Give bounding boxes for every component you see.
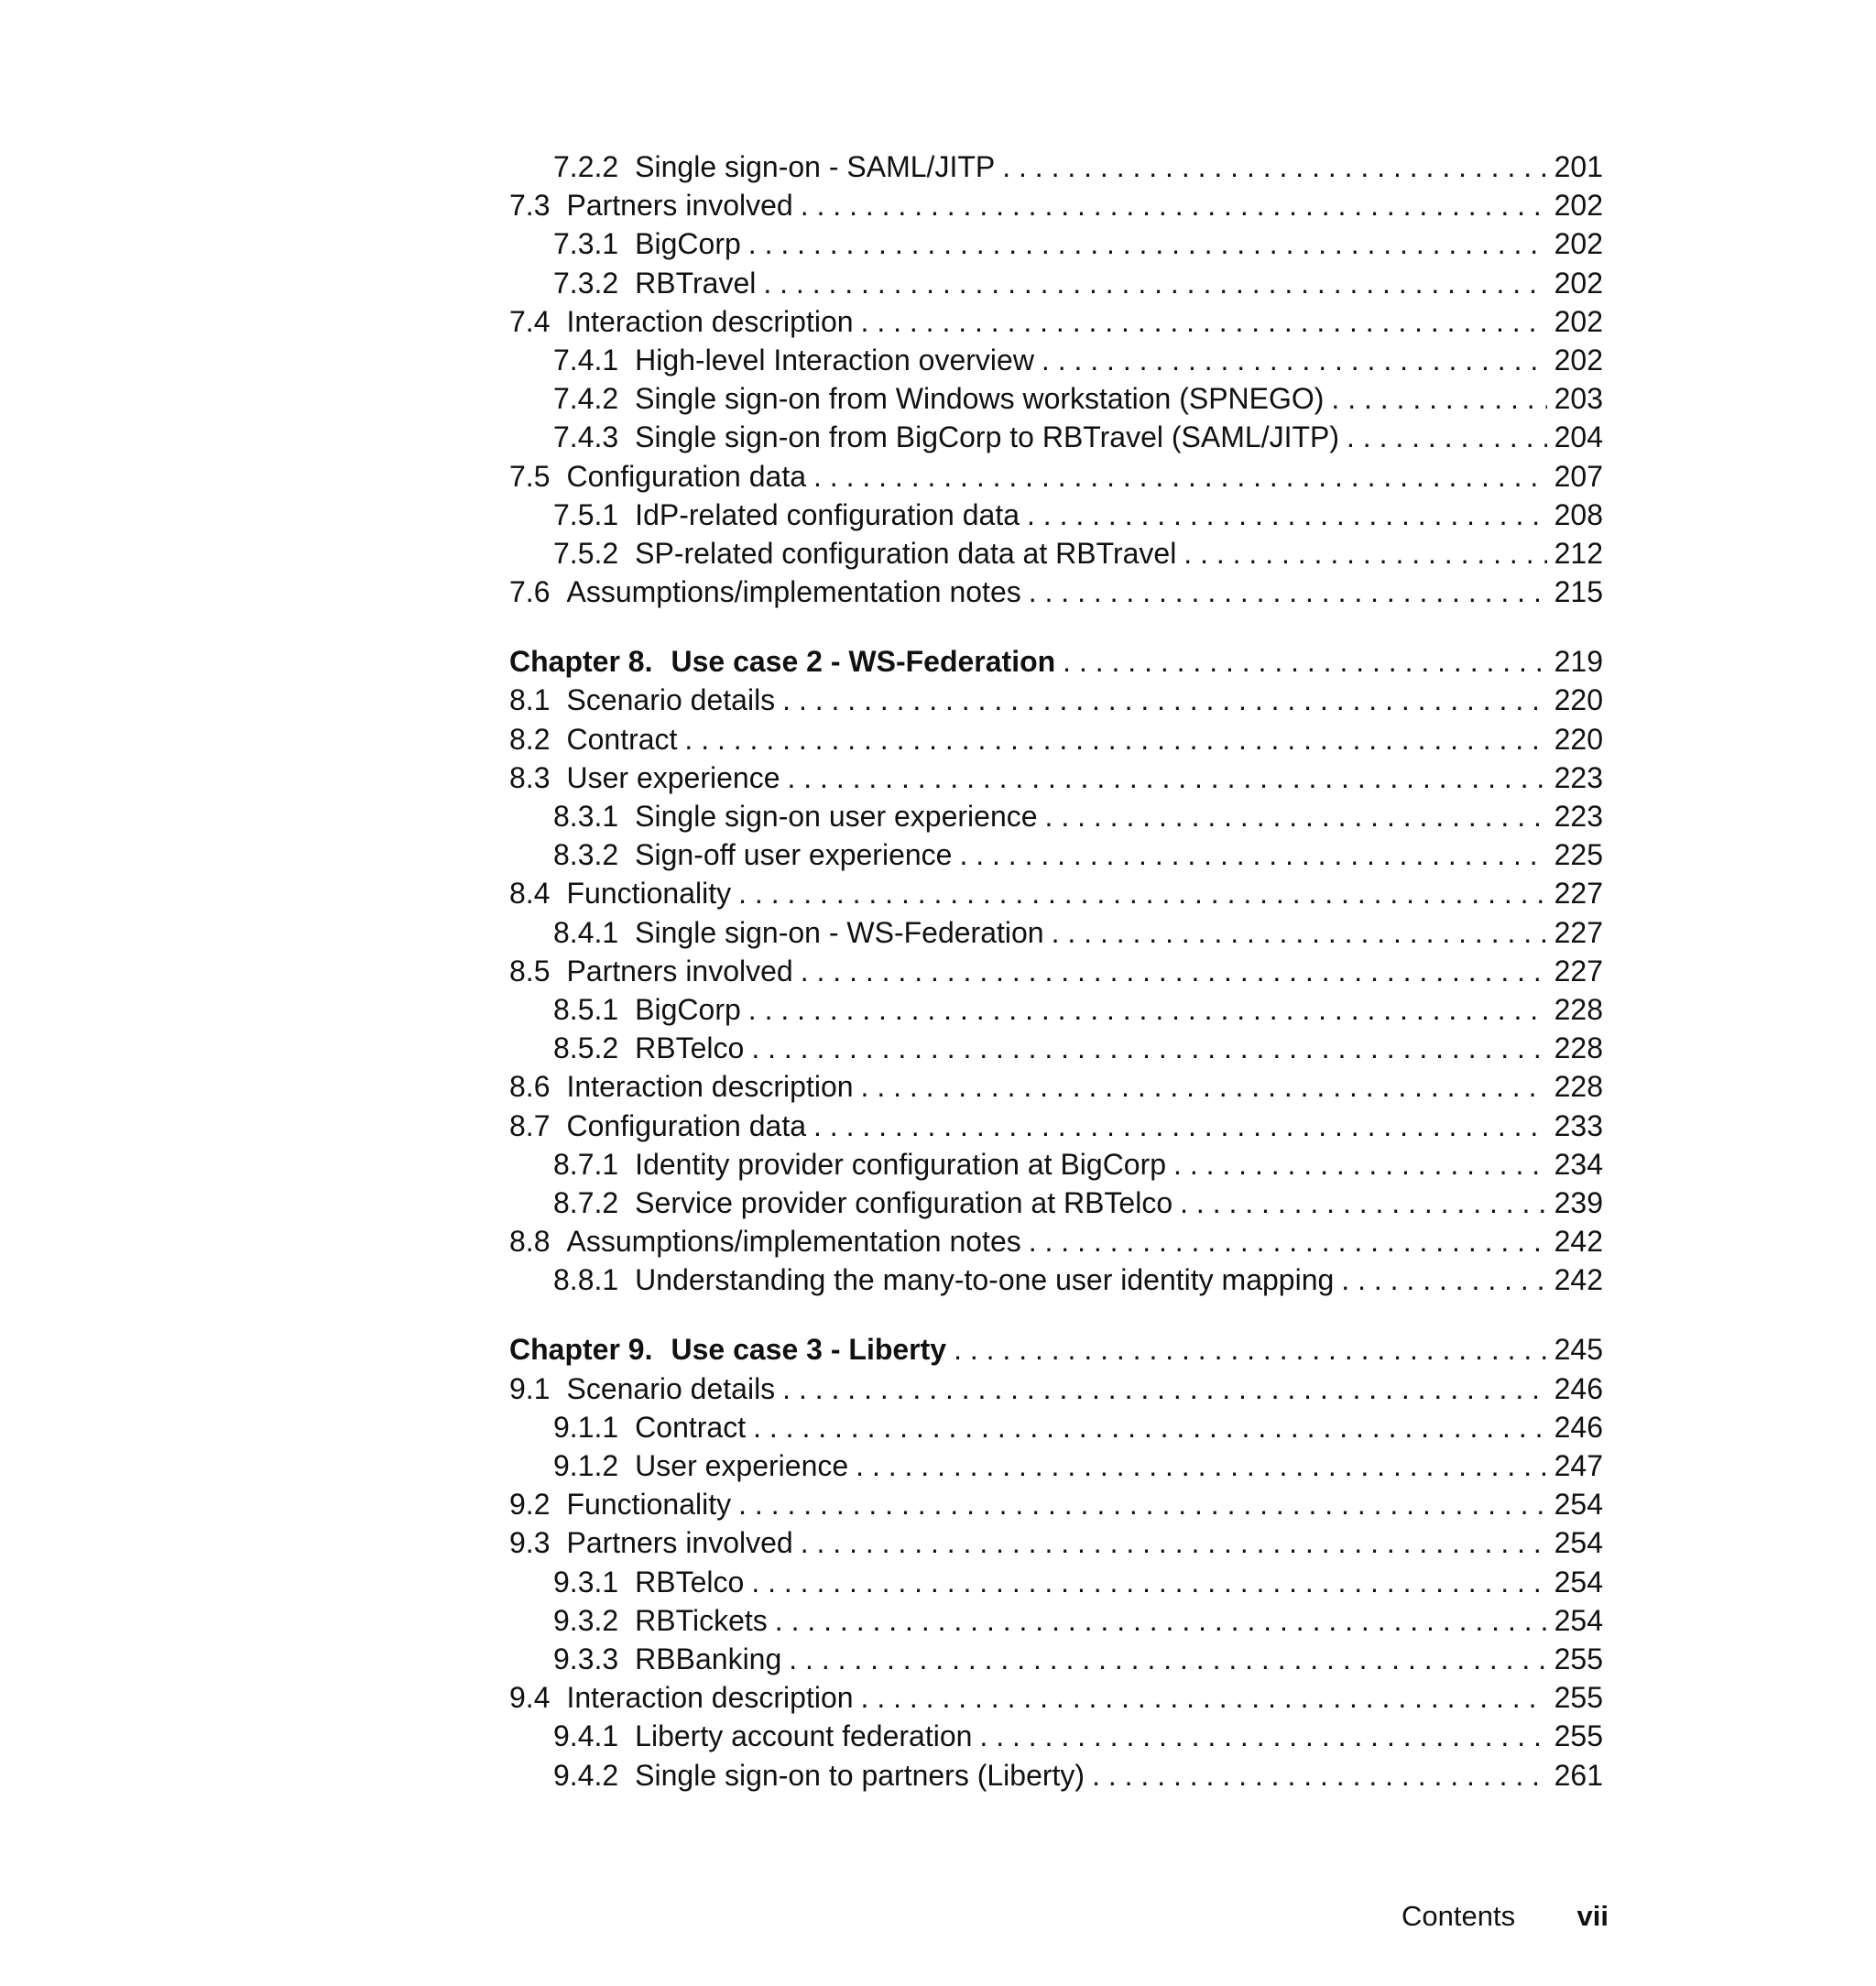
- toc-entry[interactable]: [509, 379, 1603, 418]
- toc-entry-number: 8.4.1: [553, 915, 619, 949]
- dot-leader: [813, 457, 1547, 496]
- footer-section-label: Contents: [1402, 1900, 1516, 1932]
- toc-entry[interactable]: [509, 797, 1603, 835]
- toc-entry[interactable]: [509, 496, 1603, 534]
- toc-entry-number: 7.2.2: [553, 150, 619, 183]
- toc-entry-number: 8.7.1: [553, 1147, 619, 1181]
- toc-entry-page: 246: [1554, 1410, 1603, 1444]
- dot-leader: [856, 1446, 1546, 1485]
- toc-entry-title: Service provider configuration at RBTelco: [635, 1185, 1173, 1219]
- toc-entry[interactable]: [509, 1756, 1603, 1795]
- toc-entry-title: RBTravel: [635, 266, 757, 300]
- toc-entry-title: Single sign-on - SAML/JITP: [635, 150, 996, 183]
- toc-entry-number: 8.5.1: [553, 992, 619, 1026]
- toc-entry[interactable]: [509, 1563, 1603, 1601]
- dot-leader: [751, 1029, 1546, 1067]
- toc-entry-title: Partners involved: [566, 954, 793, 988]
- toc-entry-page: 234: [1554, 1147, 1603, 1181]
- dot-leader: [738, 874, 1546, 912]
- dot-leader: [1331, 379, 1546, 418]
- toc-entry[interactable]: [509, 1485, 1603, 1523]
- toc-entry-title: Interaction description: [566, 1070, 854, 1104]
- toc-entry-page: 228: [1554, 1070, 1603, 1104]
- toc-entry-number: 8.7: [509, 1108, 551, 1142]
- dot-leader: [1042, 341, 1547, 379]
- dot-leader: [954, 1330, 1547, 1369]
- toc-entry-page: 245: [1554, 1333, 1603, 1367]
- toc-entry-title: Functionality: [566, 877, 732, 911]
- toc-entry[interactable]: [509, 720, 1603, 758]
- toc-entry-page: 220: [1554, 722, 1603, 756]
- toc-entry-page: 254: [1554, 1603, 1603, 1637]
- toc-entry-number: 9.1: [509, 1371, 551, 1405]
- dot-leader: [813, 1107, 1547, 1145]
- toc-entry-number: 8.3: [509, 760, 551, 794]
- dot-leader: [751, 1563, 1546, 1601]
- toc-entry-number: 9.1.2: [553, 1449, 619, 1482]
- toc-entry-number: 9.1.1: [553, 1410, 619, 1444]
- toc-entry-page: 207: [1554, 459, 1603, 493]
- toc-entry-title: Understanding the many-to-one user identity mapping: [635, 1263, 1335, 1297]
- toc-entry-page: 220: [1554, 683, 1603, 717]
- toc-entry-page: 223: [1554, 760, 1603, 794]
- dot-leader: [801, 186, 1547, 224]
- toc-entry[interactable]: [509, 1523, 1603, 1562]
- dot-leader: [787, 758, 1546, 797]
- toc-entry-page: 261: [1554, 1758, 1603, 1792]
- toc-entry-title: Assumptions/implementation notes: [566, 575, 1021, 609]
- toc-entry-number: 7.5.2: [553, 536, 619, 570]
- dot-leader: [801, 1523, 1547, 1562]
- toc-entry-page: 223: [1554, 800, 1603, 833]
- toc-entry-number: 8.2: [509, 722, 551, 756]
- toc-entry-title: Functionality: [566, 1488, 732, 1522]
- toc-entry-number: 9.4: [509, 1681, 551, 1715]
- toc-entry[interactable]: [509, 341, 1603, 379]
- toc-entry-number: 9.2: [509, 1488, 551, 1522]
- toc-entry-page: 202: [1554, 189, 1603, 223]
- toc-entry[interactable]: [509, 681, 1603, 719]
- toc-entry-page: 246: [1554, 1371, 1603, 1405]
- toc-entry-title: SP-related configuration data at RBTravel: [635, 536, 1177, 570]
- dot-leader: [1347, 418, 1547, 456]
- toc-entry-page: 219: [1554, 645, 1603, 679]
- toc-entry[interactable]: [509, 1640, 1603, 1678]
- dot-leader: [1092, 1756, 1547, 1795]
- toc-entry[interactable]: [509, 1145, 1603, 1184]
- toc-entry[interactable]: [509, 186, 1603, 224]
- toc-entry-title: Use case 2 - WS-Federation: [671, 645, 1056, 679]
- toc-entry-title: RBTelco: [635, 1031, 745, 1065]
- toc-entry-number: 9.3: [509, 1526, 551, 1560]
- toc-entry-title: Single sign-on from Windows workstation (SPNEGO): [635, 382, 1325, 416]
- toc-entry-number: 8.6: [509, 1070, 551, 1104]
- toc-entry[interactable]: [509, 758, 1603, 797]
- toc-entry-title: Contract: [635, 1410, 747, 1444]
- toc-entry-page: 255: [1554, 1681, 1603, 1715]
- dot-leader: [763, 264, 1546, 302]
- toc-entry-number: 7.4.2: [553, 382, 619, 416]
- toc-entry-number: 8.5.2: [553, 1031, 619, 1065]
- dot-leader: [1052, 913, 1547, 952]
- dot-leader: [801, 952, 1547, 990]
- toc-entry-title: Interaction description: [566, 1681, 854, 1715]
- toc-entry-title: Interaction description: [566, 304, 854, 338]
- toc-entry-page: 212: [1554, 536, 1603, 570]
- toc-entry-page: 227: [1554, 954, 1603, 988]
- toc-entry-number: 7.6: [509, 575, 551, 609]
- toc-entry-page: 242: [1554, 1263, 1603, 1297]
- toc-entry[interactable]: [509, 835, 1603, 874]
- toc-entry[interactable]: [509, 913, 1603, 952]
- dot-leader: [1027, 496, 1547, 534]
- toc-entry-number: 9.3.1: [553, 1565, 619, 1599]
- toc-entry[interactable]: [509, 147, 1603, 186]
- toc-entry[interactable]: [509, 573, 1603, 611]
- dot-leader: [738, 1485, 1546, 1523]
- toc-entry-number: 9.4.1: [553, 1719, 619, 1753]
- toc-entry-page: 254: [1554, 1526, 1603, 1560]
- toc-entry-page: 228: [1554, 1031, 1603, 1065]
- toc-entry[interactable]: [509, 1184, 1603, 1222]
- toc-entry-page: 215: [1554, 575, 1603, 609]
- toc-entry-title: RBBanking: [635, 1642, 782, 1675]
- toc-entry-page: 242: [1554, 1225, 1603, 1259]
- toc-entry-title: Single sign-on from BigCorp to RBTravel (SAML/JITP): [635, 420, 1340, 454]
- toc-entry-number: 7.5.1: [553, 497, 619, 531]
- toc-entry-number: Chapter 9.: [509, 1333, 653, 1367]
- toc-entry-page: 225: [1554, 838, 1603, 872]
- toc-entry[interactable]: [509, 990, 1603, 1029]
- toc-entry[interactable]: [509, 952, 1603, 990]
- toc-entry[interactable]: [509, 1067, 1603, 1106]
- toc-entry-title: BigCorp: [635, 227, 741, 261]
- dot-leader: [1173, 1145, 1547, 1184]
- toc-entry-page: 204: [1554, 420, 1603, 454]
- toc-entry[interactable]: [509, 1369, 1603, 1408]
- dot-leader: [979, 1717, 1546, 1755]
- dot-leader: [1180, 1184, 1546, 1222]
- toc-entry-page: 255: [1554, 1642, 1603, 1675]
- toc-entry-number: 9.4.2: [553, 1758, 619, 1792]
- toc-entry-number: 8.8: [509, 1225, 551, 1259]
- toc-entry[interactable]: [509, 1222, 1603, 1260]
- dot-leader: [1183, 534, 1546, 573]
- dot-leader: [861, 1067, 1547, 1106]
- toc-chapter-entry[interactable]: [509, 642, 1603, 681]
- toc-entry-number: 8.8.1: [553, 1263, 619, 1297]
- dot-leader: [753, 1408, 1547, 1446]
- toc-entry-title: User experience: [566, 760, 780, 794]
- toc-entry-number: 8.3.1: [553, 800, 619, 833]
- toc-entry-number: 7.3.1: [553, 227, 619, 261]
- dot-leader: [1063, 642, 1546, 681]
- toc-entry-page: 239: [1554, 1185, 1603, 1219]
- dot-leader: [684, 720, 1546, 758]
- toc-entry[interactable]: [509, 224, 1603, 263]
- dot-leader: [775, 1601, 1547, 1640]
- toc-entry-title: Sign-off user experience: [635, 838, 953, 872]
- toc-entry-page: 202: [1554, 227, 1603, 261]
- toc-entry-page: 247: [1554, 1449, 1603, 1482]
- toc-entry-number: 7.5: [509, 459, 551, 493]
- toc-entry-title: Use case 3 - Liberty: [671, 1333, 947, 1367]
- toc-entry[interactable]: [509, 457, 1603, 496]
- toc-entry-title: Single sign-on to partners (Liberty): [635, 1758, 1085, 1792]
- toc-entry[interactable]: [509, 1446, 1603, 1485]
- toc-entry[interactable]: [509, 1408, 1603, 1446]
- toc-entry-page: 227: [1554, 915, 1603, 949]
- toc-entry-title: Scenario details: [566, 683, 776, 717]
- toc-entry[interactable]: [509, 418, 1603, 456]
- toc-entry-number: 7.3.2: [553, 266, 619, 300]
- toc-entry-page: 202: [1554, 343, 1603, 376]
- toc-entry-number: 8.4: [509, 877, 551, 911]
- toc-entry-title: Partners involved: [566, 1526, 793, 1560]
- toc-entry-page: 208: [1554, 497, 1603, 531]
- dot-leader: [782, 681, 1546, 719]
- toc-entry-number: 9.3.2: [553, 1603, 619, 1637]
- toc-chapter-entry[interactable]: [509, 1330, 1603, 1369]
- toc-entry-page: 228: [1554, 992, 1603, 1026]
- toc-entry-title: RBTelco: [635, 1565, 745, 1599]
- dot-leader: [782, 1369, 1546, 1408]
- toc-entry-page: 203: [1554, 382, 1603, 416]
- toc-entry-page: 202: [1554, 304, 1603, 338]
- toc-entry-number: Chapter 8.: [509, 645, 653, 679]
- toc-entry[interactable]: [509, 1107, 1603, 1145]
- dot-leader: [1002, 147, 1546, 186]
- dot-leader: [1029, 573, 1547, 611]
- toc-entry-page: 233: [1554, 1108, 1603, 1142]
- dot-leader: [748, 224, 1547, 263]
- toc-entry[interactable]: [509, 1717, 1603, 1755]
- dot-leader: [1029, 1222, 1547, 1260]
- toc-entry[interactable]: [509, 264, 1603, 302]
- toc-entry[interactable]: [509, 1260, 1603, 1299]
- toc-entry-title: Contract: [566, 722, 678, 756]
- toc-entry-number: 8.1: [509, 683, 551, 717]
- toc-entry-page: 254: [1554, 1488, 1603, 1522]
- table-of-contents: [509, 147, 1603, 1795]
- dot-leader: [959, 835, 1546, 874]
- toc-entry-page: 227: [1554, 877, 1603, 911]
- dot-leader: [789, 1640, 1546, 1678]
- toc-entry[interactable]: [509, 1678, 1603, 1717]
- toc-entry-number: 7.4.1: [553, 343, 619, 376]
- toc-entry-number: 7.4: [509, 304, 551, 338]
- dot-leader: [748, 990, 1547, 1029]
- toc-entry-number: 7.3: [509, 189, 551, 223]
- toc-entry[interactable]: [509, 874, 1603, 912]
- toc-entry-title: Partners involved: [566, 189, 793, 223]
- toc-entry-number: 8.7.2: [553, 1185, 619, 1219]
- toc-entry-title: RBTickets: [635, 1603, 768, 1637]
- toc-entry-title: Liberty account federation: [635, 1719, 973, 1753]
- toc-entry-number: 7.4.3: [553, 420, 619, 454]
- toc-entry[interactable]: [509, 1601, 1603, 1640]
- toc-entry-number: 9.3.3: [553, 1642, 619, 1675]
- footer-page-number: vii: [1576, 1900, 1609, 1932]
- toc-entry[interactable]: [509, 534, 1603, 573]
- toc-entry-page: 254: [1554, 1565, 1603, 1599]
- toc-entry-title: High-level Interaction overview: [635, 343, 1034, 376]
- toc-entry-number: 8.5: [509, 954, 551, 988]
- toc-entry-title: IdP-related configuration data: [635, 497, 1020, 531]
- toc-entry-title: Scenario details: [566, 1371, 776, 1405]
- toc-entry-title: Identity provider configuration at BigCorp: [635, 1147, 1167, 1181]
- toc-entry-title: BigCorp: [635, 992, 741, 1026]
- toc-entry[interactable]: [509, 302, 1603, 341]
- dot-leader: [861, 1678, 1547, 1717]
- dot-leader: [1341, 1260, 1546, 1299]
- toc-entry[interactable]: [509, 1029, 1603, 1067]
- toc-entry-title: Single sign-on user experience: [635, 800, 1038, 833]
- dot-leader: [861, 302, 1547, 341]
- toc-entry-title: User experience: [635, 1449, 849, 1482]
- toc-entry-page: 201: [1554, 150, 1603, 183]
- toc-entry-number: 8.3.2: [553, 838, 619, 872]
- dot-leader: [1045, 797, 1547, 835]
- toc-entry-title: Configuration data: [566, 1108, 806, 1142]
- toc-entry-title: Configuration data: [566, 459, 806, 493]
- toc-entry-title: Single sign-on - WS-Federation: [635, 915, 1044, 949]
- toc-entry-page: 202: [1554, 266, 1603, 300]
- toc-entry-page: 255: [1554, 1719, 1603, 1753]
- page-footer: [1402, 1900, 1609, 1933]
- toc-entry-title: Assumptions/implementation notes: [566, 1225, 1021, 1259]
